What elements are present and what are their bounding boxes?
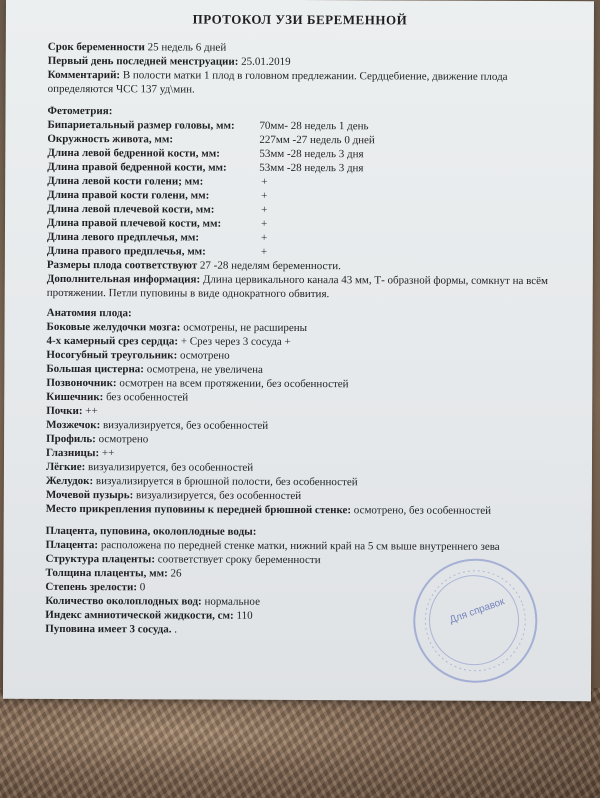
placenta-row: Структура плаценты: соответствует сроку беременности <box>45 552 321 567</box>
term-label: Срок беременности <box>47 40 145 54</box>
anatomy-row: Место прикрепления пуповины к передней брюшной стенке: осмотрено, без особенностей <box>45 502 492 517</box>
fetometry-value: 227мм -27 недель 0 дней <box>259 133 375 147</box>
comment-value: В полости матки 1 плод в головном предлежании. Сердцебиение, движение плода <box>122 69 508 83</box>
lmp-line <box>48 55 291 69</box>
fetometry-value: + <box>260 231 268 244</box>
anatomy-row: Профиль: осмотрено <box>46 432 149 446</box>
fetometry-value: 70мм- 28 недель 1 день <box>259 119 369 133</box>
lmp-value: 25.01.2019 <box>241 55 291 68</box>
comment-continuation: определяются ЧСС 137 уд\мин. <box>47 82 195 96</box>
fetometry-row: Бипариетальный размер головы, мм: <box>47 118 235 132</box>
fetometry-value: + <box>260 245 268 258</box>
fetometry-row: Длина правой кости голени, мм: <box>47 188 210 202</box>
stamp-seal <box>396 541 555 700</box>
fetometry-row: Длина левой плечевой кости, мм: <box>47 202 215 216</box>
fetometry-value: + <box>261 189 268 202</box>
fetometry-row: Длина правой плечевой кости, мм: <box>46 216 222 230</box>
fetometry-row: Длина левого предплечья, мм: <box>46 230 200 244</box>
placenta-row: Индекс амниотической жидкости, см: 110 <box>45 608 253 622</box>
anatomy-row: Носогубный треугольник: осмотрено <box>46 348 230 362</box>
fetometry-value: + <box>261 175 268 188</box>
fetometry-row: Длина правой бедренной кости, мм: <box>47 160 227 174</box>
fetometry-heading: Фетометрия: <box>47 104 113 118</box>
placenta-row: Толщина плаценты, мм: 26 <box>45 566 182 580</box>
anatomy-row: Мочевой пузырь: визуализируется, без особенностей <box>45 488 302 503</box>
fetometry-row: Длина правого предплечья, мм: <box>46 244 206 258</box>
fetometry-value: 53мм -28 недель 3 дня <box>259 147 364 161</box>
placenta-row: Количество околоплодных вод: нормальное <box>45 594 260 608</box>
anatomy-row: Кишечник: без особенностей <box>46 390 189 404</box>
page-title: ПРОТОКОЛ УЗИ БЕРЕМЕННОЙ <box>192 11 408 28</box>
fetometry-value: + <box>261 203 268 216</box>
placenta-row: Плацента: расположена по передней стенке матки, нижний край на 5 см выше внутреннего зева <box>45 538 500 553</box>
anatomy-row: Большая цистерна: осмотрена, не увеличена <box>46 362 263 376</box>
anatomy-row: Боковые желудочки мозга: осмотрены, не расширены <box>46 320 308 335</box>
anatomy-row: Почки: ++ <box>46 404 98 418</box>
stamp-text: Для справок <box>448 596 507 626</box>
anatomy-row: Глазницы: ++ <box>45 446 115 460</box>
lmp-label: Первый день последней менструации: <box>47 54 239 68</box>
comment-line <box>48 69 508 84</box>
placenta-row: Пуповина имеет 3 сосуда. . <box>45 622 178 636</box>
fetometry-value: 53мм -28 недель 3 дня <box>259 161 364 175</box>
placenta-heading: Плацента, пуповина, околоплодные воды: <box>45 524 257 538</box>
term-line <box>48 41 226 55</box>
extra-info-line: Дополнительная информация: Длина цервикального канала 43 мм, Т- образной формы, сомкнут на всём <box>46 272 549 288</box>
fetometry-row: Длина левой бедренной кости, мм: <box>47 146 220 160</box>
anatomy-heading: Анатомия плода: <box>46 306 132 320</box>
anatomy-row: Мозжечок: визуализируется, без особенностей <box>46 418 269 432</box>
fetometry-value: + <box>260 217 268 230</box>
anatomy-row: 4-х камерный срез сердца: + Срез через 3 сосуда + <box>46 334 291 348</box>
anatomy-row: Позвоночник: осмотрен на всем протяжении, без особенностей <box>46 376 349 391</box>
fabric-background <box>0 688 600 798</box>
placenta-row: Степень зрелости: 0 <box>45 580 146 594</box>
extra-info-continuation: протяжении. Петли пуповины в виде однократного обвития. <box>46 286 330 301</box>
fetometry-row: Окружность живота, мм: <box>47 132 174 146</box>
anatomy-row: Лёгкие: визуализируется, без особенностей <box>45 460 254 474</box>
term-value: 25 недель 6 дней <box>147 41 227 54</box>
anatomy-row: Желудок: визуализируется в брюшной полости, без особенностей <box>45 474 358 489</box>
comment-label: Комментарий: <box>47 68 121 82</box>
size-conclusion: Размеры плода соответствуют 27 -28 неделям беременности. <box>46 258 341 273</box>
document-page <box>3 0 594 701</box>
fetometry-row: Длина левой кости голени; мм: <box>47 174 204 188</box>
